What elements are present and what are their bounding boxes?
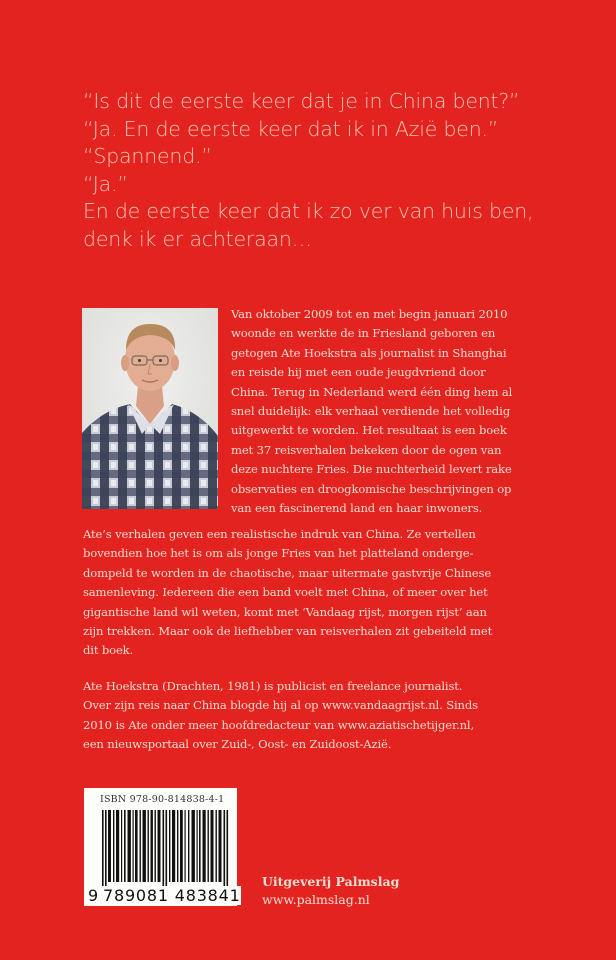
text-line: deze nuchtere Fries. Die nuchterheid levert rake [231, 462, 512, 477]
text-line: Ate’s verhalen geven een realistische indruk van China. Ze vertellen [83, 527, 476, 541]
text-line: dompeld te worden in de chaotische, maar uitermate gastvrije Chinese [83, 565, 492, 580]
text-line: China. Terug in Nederland werd één ding hem al [231, 384, 513, 399]
opening-quote [83, 88, 563, 254]
author-bio [83, 677, 478, 755]
text-line: woonde en werkte de in Friesland geboren en [231, 326, 496, 341]
publisher-info [262, 873, 399, 909]
publisher-url: www.palmslag.nl [262, 892, 370, 907]
text-line: samenleving. Iedereen die een band voelt met China, of meer over het [83, 585, 488, 600]
text-line: getogen Ate Hoekstra als journalist in Shanghai [231, 345, 507, 360]
blurb-paragraph-2 [83, 525, 492, 661]
quote-line: “Spannend.” [83, 144, 212, 169]
text-line: Van oktober 2009 tot en met begin januari 2010 [231, 307, 508, 321]
text-line: 2010 is Ate onder meer hoofdredacteur van www.aziatischetijger.nl, [83, 717, 475, 732]
isbn-barcode [84, 788, 241, 906]
text-line: bovendien hoe het is om als jonge Fries van het platteland onderge- [83, 546, 474, 561]
text-line: met 37 reisverhalen bekeken door de ogen van [231, 442, 502, 457]
author-photo [82, 308, 218, 509]
text-line: van een fascinerend land en haar inwoners. [231, 501, 483, 516]
publisher-name: Uitgeverij Palmslag [262, 874, 400, 889]
quote-line: “Ja.” [83, 171, 128, 196]
barcode-bars-icon [102, 810, 230, 892]
quote-line: denk ik er achteraan… [83, 226, 312, 251]
text-line: zijn trekken. Maar ook de liefhebber van reisverhalen zit gebeiteld met [83, 624, 493, 639]
text-line: een nieuwsportaal over Zuid-, Oost- en Zuidoost-Azië. [83, 737, 392, 752]
text-line: en reisde hij met een oude jeugdvriend door [231, 365, 486, 380]
text-line: observaties en droogkomische beschrijvingen op [231, 481, 512, 496]
text-line: dit boek. [83, 643, 134, 658]
barcode-digits: 9 789081 483841 [88, 886, 241, 905]
blurb-paragraph-1 [231, 305, 512, 518]
text-line: Ate Hoekstra (Drachten, 1981) is publicist en freelance journalist. [83, 679, 463, 693]
text-line: gigantische land wil weten, komt met ‘Vandaag rijst, morgen rijst’ aan [83, 604, 487, 619]
author-portrait-image [82, 308, 218, 509]
text-line: uitgewerkt te worden. Het resultaat is een boek [231, 423, 507, 438]
text-line: snel duidelijk: elk verhaal verdiende het volledig [231, 404, 511, 419]
isbn-label: ISBN 978-90-814838-4-1 [100, 794, 225, 805]
quote-line: “Is dit de eerste keer dat je in China bent?” [83, 89, 520, 113]
quote-line: “Ja. En de eerste keer dat ik in Azië ben.” [83, 116, 499, 141]
text-line: Over zijn reis naar China blogde hij al op www.vandaagrijst.nl. Sinds [83, 698, 478, 713]
quote-line: En de eerste keer dat ik zo ver van huis ben, [83, 199, 534, 224]
